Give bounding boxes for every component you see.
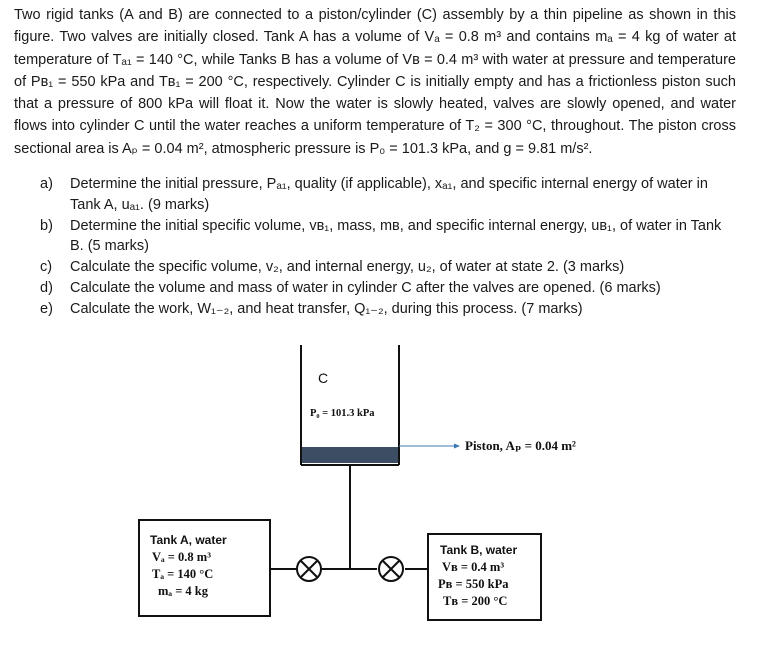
question-label: d)	[40, 279, 53, 296]
question-text: Calculate the volume and mass of water in cylinder C after the valves are opened. (6 marks)	[70, 279, 661, 296]
atm-pressure-label: P₀ = 101.3 kPa	[310, 408, 375, 419]
question-label: e)	[40, 300, 53, 317]
valve-a-icon	[297, 557, 321, 581]
tank-b-volume: Vʙ = 0.4 m³	[442, 560, 505, 574]
tank-b-temperature: Tʙ = 200 °C	[443, 594, 508, 608]
piston	[302, 447, 398, 463]
tank-a-volume: Vₐ = 0.8 m³	[152, 550, 211, 564]
question-text: Determine the initial specific volume, vʙ₁, mass, mʙ, and specific internal energy, uʙ₁, of water in Tank B. (5 marks)	[70, 217, 722, 255]
tank-b-title: Tank B, water	[440, 543, 518, 557]
question-text: Determine the initial pressure, Pₐ₁, quality (if applicable), xₐ₁, and specific internal energy of water in Tank A, uₐ₁. (9 marks)	[70, 176, 708, 213]
tank-a-mass: mₐ = 4 kg	[158, 584, 209, 598]
piston-arrow-head	[454, 444, 460, 449]
tank-a-temperature: Tₐ = 140 °C	[152, 567, 214, 581]
problem-text: Two rigid tanks (A and B) are connected to a piston/cylinder (C) assembly by a thin pipeline as shown in this figure. Two valves are initially closed. Tank A has a volume of Vₐ = 0.8 m³ and contains mₐ = 4 kg of water at temperature of Tₐ₁ = 140 °C, while Tanks B has a volume of Vʙ = 0.4 m³ with water at pressure and temperature of Pʙ₁ = 550 kPa and Tʙ₁ = 200 °C, respectively. Cylinder C is initially empty and has a frictionless piston such that a pressure of 800 kPa will float it. Now the water is slowly heated, valves are slowly opened, and water flows into cylinder C until the water reaches a uniform temperature of T₂ = 300 °C, throughout. The piston cross sectional area is Aₚ = 0.04 m², atmospheric pressure is P₀ = 101.3 kPa, and g = 9.81 m/s².	[14, 7, 736, 157]
valve-b-icon	[379, 557, 403, 581]
tank-b-pressure: Pʙ = 550 kPa	[438, 577, 509, 591]
question-label: a)	[40, 176, 53, 192]
cylinder-label: C	[318, 370, 329, 386]
piston-label: Piston, Aₚ = 0.04 m²	[465, 438, 576, 453]
question-text: Calculate the specific volume, v₂, and internal energy, u₂, of water at state 2. (3 marks)	[70, 259, 625, 276]
question-text: Calculate the work, W₁₋₂, and heat transfer, Q₁₋₂, during this process. (7 marks)	[70, 300, 583, 317]
question-label: b)	[40, 217, 53, 234]
tank-a-title: Tank A, water	[150, 533, 227, 547]
question-label: c)	[40, 259, 53, 276]
